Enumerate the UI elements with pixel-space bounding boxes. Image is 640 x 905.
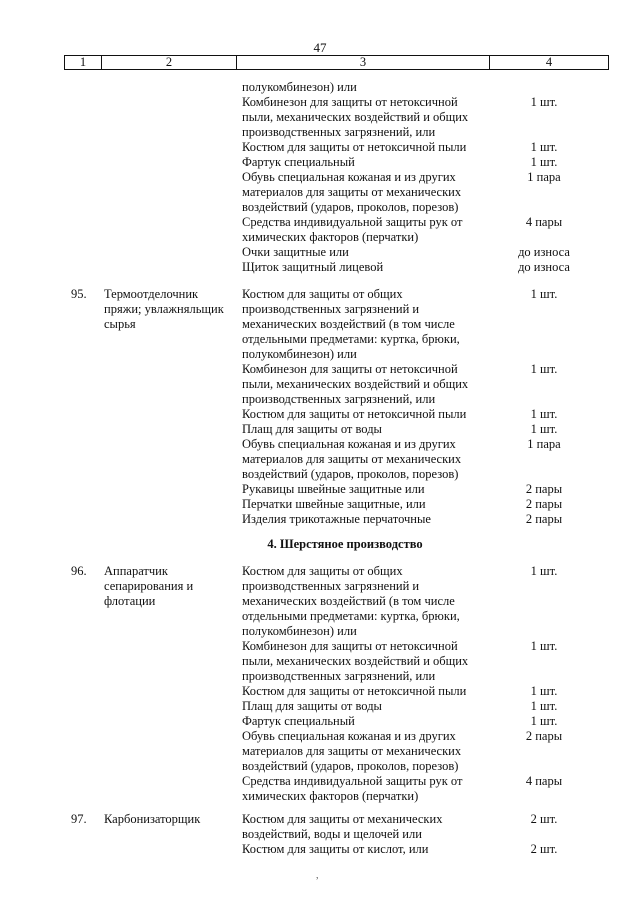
item-list [242,80,602,275]
item-quantity: 2 шт. [530,842,558,856]
item-name-line: Плащ для защиты от воды [242,699,382,713]
item-name [242,497,512,512]
item-name-line: Комбинезон для защиты от нетоксичной [242,95,458,109]
item-quantity: 1 шт. [530,422,558,436]
item-name-line: воздействий (ударов, проколов, порезов) [242,200,459,214]
list-item [242,407,602,422]
item-name-line: отдельными предметами: куртка, брюки, [242,609,460,623]
item-quantity: 4 пары [525,215,563,229]
scan-mark: , [316,870,319,881]
list-item [242,80,602,95]
item-name [242,95,512,140]
item-name-line: воздействий, воды и щелочей или [242,827,422,841]
section-title [0,537,640,552]
item-name-line: Изделия трикотажные перчаточные [242,512,431,526]
list-item [242,497,602,512]
item-name-line: Очки защитные или [242,245,349,259]
list-item [242,437,602,482]
item-name-line: материалов для защиты от механических [242,744,462,758]
item-quantity: 1 шт. [530,155,558,169]
item-quantity: 1 шт. [530,140,558,154]
entry-number: 95. [71,287,87,301]
page-number: 47 [313,40,327,55]
item-list [242,564,602,804]
item-name-line: полукомбинезон) или [242,347,357,361]
list-item [242,684,602,699]
section-title-text: 4. Шерстяное производство [267,537,423,551]
item-name [242,437,512,482]
item-name [242,729,512,774]
item-name [242,80,512,95]
item-quantity: 4 пары [525,774,563,788]
item-name [242,812,512,842]
item-quantity: 1 шт. [530,362,558,376]
item-name [242,140,512,155]
item-name-line: химических факторов (перчатки) [242,789,419,803]
list-item [242,422,602,437]
item-quantity: 1 шт. [530,407,558,421]
item-quantity: 1 шт. [530,287,558,301]
list-item [242,155,602,170]
list-item [242,362,602,407]
item-name-line: отдельными предметами: куртка, брюки, [242,332,460,346]
item-name-line: механических воздействий (в том числе [242,317,455,331]
item-name-line: Костюм для защиты от нетоксичной пыли [242,140,467,154]
item-quantity: 1 шт. [530,639,558,653]
item-name-line: Костюм для защиты от общих [242,287,403,301]
item-name-line: производственных загрязнений и [242,579,420,593]
item-name [242,482,512,497]
item-name [242,422,512,437]
item-name-line: полукомбинезон) или [242,80,357,94]
item-quantity: 1 пара [527,170,561,184]
list-item [242,482,602,497]
item-name-line: Костюм для защиты от кислот, или [242,842,429,856]
item-name [242,639,512,684]
item-name [242,699,512,714]
item-name-line: пыли, механических воздействий и общих [242,110,469,124]
item-name-line: Перчатки швейные защитные, или [242,497,426,511]
item-name-line: воздействий (ударов, проколов, порезов) [242,467,459,481]
item-name-line: воздействий (ударов, проколов, порезов) [242,759,459,773]
item-quantity: 1 пара [527,437,561,451]
item-name-line: производственных загрязнений, или [242,125,436,139]
column-header-3: 3 [237,56,490,70]
item-name-line: полукомбинезон) или [242,624,357,638]
item-name [242,287,512,362]
item-name-line: Средства индивидуальной защиты рук от [242,215,463,229]
item-name [242,564,512,639]
list-item [242,714,602,729]
list-item [242,639,602,684]
item-name [242,362,512,407]
item-name [242,260,512,275]
profession-line: пряжи; увлажняльщик [104,302,224,316]
item-name [242,714,512,729]
item-quantity: 2 пары [525,729,563,743]
list-item [242,260,602,275]
item-name [242,170,512,215]
list-item [242,140,602,155]
item-quantity: 1 шт. [530,684,558,698]
item-quantity: 1 шт. [530,95,558,109]
item-name-line: Костюм для защиты от нетоксичной пыли [242,684,467,698]
profession-name [104,287,239,332]
item-name [242,245,512,260]
item-name [242,407,512,422]
item-list [242,287,602,527]
item-name-line: Средства индивидуальной защиты рук от [242,774,463,788]
column-header-2: 2 [102,56,237,70]
list-item [242,287,602,362]
item-name-line: механических воздействий (в том числе [242,594,455,608]
list-item [242,564,602,639]
item-list [242,812,602,857]
profession-line: флотации [104,594,156,608]
item-name [242,684,512,699]
item-name-line: производственных загрязнений, или [242,669,436,683]
item-name-line: производственных загрязнений и [242,302,420,316]
item-name-line: Костюм для защиты от нетоксичной пыли [242,407,467,421]
item-name [242,842,512,857]
list-item [242,95,602,140]
item-name-line: материалов для защиты от механических [242,185,462,199]
item-name-line: Комбинезон для защиты от нетоксичной [242,639,458,653]
item-quantity: до износа [518,245,570,259]
profession-line: Термоотделочник [104,287,199,301]
column-header-4: 4 [490,56,609,70]
item-name-line: Костюм для защиты от механических [242,812,443,826]
profession-line: Карбонизаторщик [104,812,201,826]
item-name [242,155,512,170]
profession-name [104,564,239,609]
item-name-line: производственных загрязнений, или [242,392,436,406]
list-item [242,512,602,527]
item-name-line: Рукавицы швейные защитные или [242,482,425,496]
item-quantity: 2 пары [525,497,563,511]
item-name-line: Комбинезон для защиты от нетоксичной [242,362,458,376]
item-name [242,512,512,527]
item-quantity: 2 шт. [530,812,558,826]
item-name-line: Обувь специальная кожаная и из других [242,437,456,451]
list-item [242,215,602,245]
item-quantity: 1 шт. [530,564,558,578]
item-quantity: 2 пары [525,512,563,526]
item-name [242,215,512,245]
list-item [242,699,602,714]
profession-line: сепарирования и [104,579,194,593]
list-item [242,812,602,842]
item-quantity: 1 шт. [530,714,558,728]
list-item [242,245,602,260]
column-header-row [64,55,609,70]
column-header-1: 1 [65,56,102,70]
item-name-line: Фартук специальный [242,714,355,728]
item-name-line: пыли, механических воздействий и общих [242,377,469,391]
list-item [242,729,602,774]
list-item [242,170,602,215]
item-name-line: пыли, механических воздействий и общих [242,654,469,668]
item-name [242,774,512,804]
entry-number: 96. [71,564,87,578]
item-name-line: Щиток защитный лицевой [242,260,384,274]
profession-line: Аппаратчик [104,564,168,578]
item-quantity: 2 пары [525,482,563,496]
item-name-line: Плащ для защиты от воды [242,422,382,436]
item-name-line: Обувь специальная кожаная и из других [242,170,456,184]
item-quantity: 1 шт. [530,699,558,713]
item-name-line: Костюм для защиты от общих [242,564,403,578]
entry-number: 97. [71,812,87,826]
profession-name [104,812,239,827]
item-name-line: Фартук специальный [242,155,355,169]
item-quantity: до износа [518,260,570,274]
list-item [242,842,602,857]
item-name-line: материалов для защиты от механических [242,452,462,466]
item-name-line: химических факторов (перчатки) [242,230,419,244]
profession-line: сырья [104,317,136,331]
list-item [242,774,602,804]
item-name-line: Обувь специальная кожаная и из других [242,729,456,743]
